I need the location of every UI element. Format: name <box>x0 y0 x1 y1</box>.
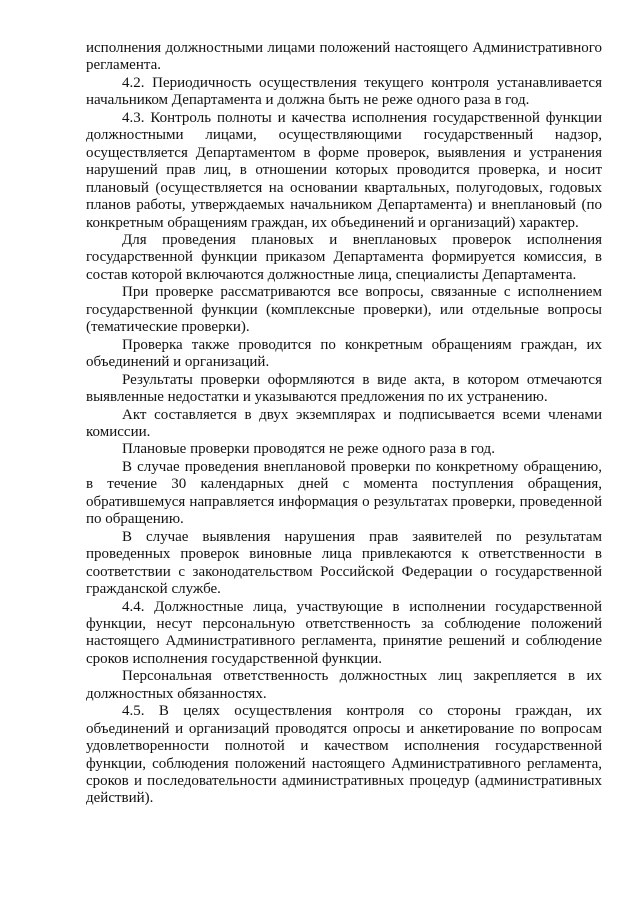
paragraph-act-copies: Акт составляется в двух экземплярах и подписывается всеми членами комиссии. <box>86 406 602 440</box>
paragraph-continuation: исполнения должностными лицами положений настоящего Административного регламента. <box>86 40 602 74</box>
paragraph-4-2: 4.2. Периодичность осуществления текущего контроля устанавливается начальником Департамента и должна быть не реже одного раза в год. <box>86 74 602 109</box>
paragraph-4-4: 4.4. Должностные лица, участвующие в исполнении государственной функции, несут персональную ответственность за соблюдение положений настоящего Административного регламента, принятие решений и соблюдение сроков исполнения государственной функции. <box>86 598 602 667</box>
paragraph-4-3: 4.3. Контроль полноты и качества исполнения государственной функции должностными лицами, осуществляющими государственный надзор, осуществляется Департаментом в форме проверок, выявления и устранения нарушений прав лиц, в отношении которых проводится проверка, и носит плановый (осуществляется на основании квартальных, полугодовых, годовых планов работы, утверждаемых начальником Департамента) и внеплановый (по конкретным обращениям граждан, их объединений и организаций) характер. <box>86 109 602 231</box>
paragraph-commission: Для проведения плановых и внеплановых проверок исполнения государственной функции приказом Департамента формируется комиссия, в состав которой включаются должностные лица, специалисты Департамента. <box>86 231 602 283</box>
paragraph-4-5: 4.5. В целях осуществления контроля со стороны граждан, их объединений и организаций проводятся опросы и анкетирование по вопросам удовлетворенности полнотой и качеством исполнения государственной функции, соблюдения положений настоящего Административного регламента, сроков и последовательности административных процедур (административных действий). <box>86 703 602 807</box>
paragraph-results-act: Результаты проверки оформляются в виде акта, в котором отмечаются выявленные недостатки и указываются предложения по их устранению. <box>86 371 602 406</box>
paragraph-violations: В случае выявления нарушения прав заявителей по результатам проведенных проверок виновные лица привлекаются к ответственности в соответствии с законодательством Российской Федерации о государственной гражданской службе. <box>86 528 602 598</box>
document-page <box>86 40 602 808</box>
paragraph-planned-frequency: Плановые проверки проводятся не реже одного раза в год. <box>122 441 495 458</box>
paragraph-unscheduled-check: В случае проведения внеплановой проверки по конкретному обращению, в течение 30 календарных дней с момента поступления обращения, обратившемуся направляется информация о результатах проверки, проведенной по обращению. <box>86 458 602 528</box>
paragraph-personal-responsibility: Персональная ответственность должностных лиц закрепляется в их должностных обязанностях. <box>86 668 602 702</box>
paragraph-questions: При проверке рассматриваются все вопросы, связанные с исполнением государственной функции (комплексные проверки), или отдельные вопросы (тематические проверки). <box>86 284 602 336</box>
paragraph-citizen-appeals: Проверка также проводится по конкретным обращениям граждан, их объединений и организаций. <box>86 336 602 371</box>
